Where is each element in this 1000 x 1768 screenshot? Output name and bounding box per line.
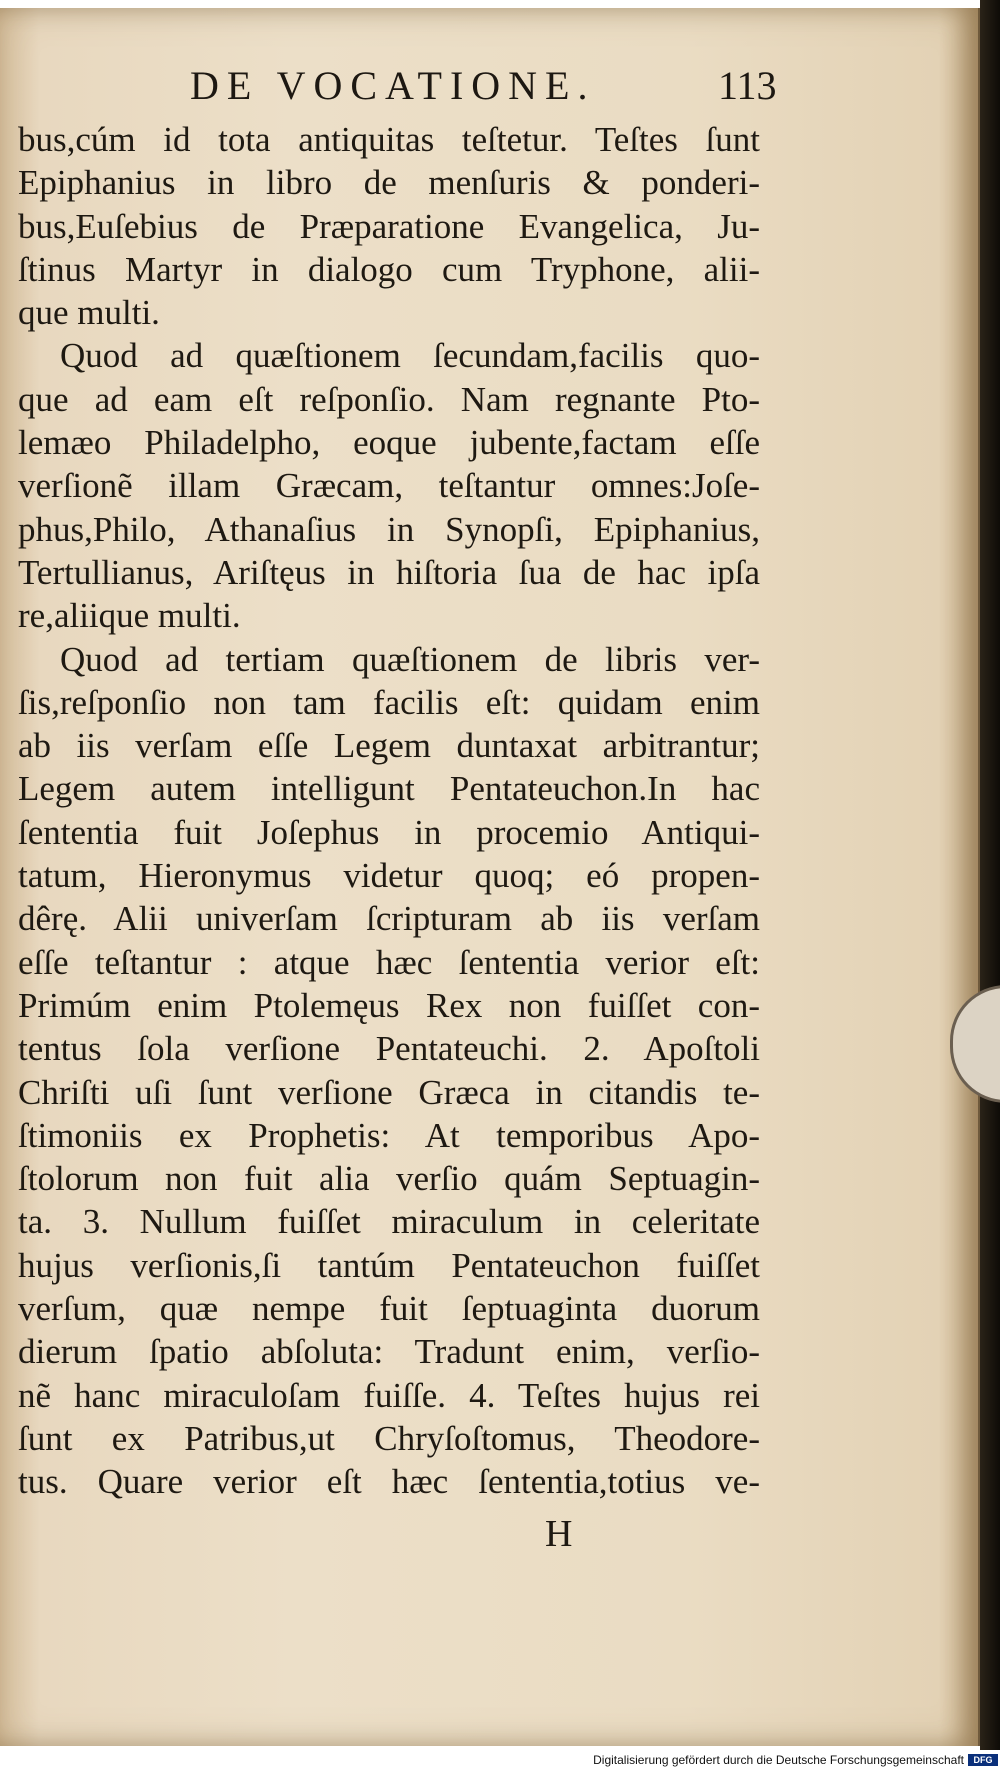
text-line: Legem autem intelligunt Pentateuchon.In hac — [18, 769, 760, 809]
text-line: Tertullianus, Ariſtęus in hiſtoria ſua de hac ipſa — [18, 552, 760, 592]
dfg-logo-icon: DFG — [968, 1754, 998, 1766]
text-line: Epiphanius in libro de menſuris & ponderi- — [18, 163, 760, 203]
text-line: tentus ſola verſione Pentateuchi. 2. Apoſtoli — [18, 1029, 760, 1069]
text-line: re,aliique multi. — [18, 596, 241, 636]
text-line: bus,cúm id tota antiquitas teſtetur. Teſtes ſunt — [18, 120, 760, 159]
signature-mark: H — [545, 1513, 573, 1555]
footer-credit: Digitalisierung gefördert durch die Deutsche Forschungsgemeinschaft — [593, 1753, 964, 1767]
text-line: lemæo Philadelpho, eoque jubente,factam eſſe — [18, 423, 760, 463]
text-line: ſtinus Martyr in dialogo cum Tryphone, alii- — [18, 249, 760, 289]
text-line: ſis,reſponſio non tam facilis eſt: quidam enim — [18, 682, 760, 722]
text-line: verſionẽ illam Græcam, teſtantur omnes:Joſe- — [18, 466, 760, 506]
text-line: que multi. — [18, 293, 160, 333]
text-line: hujus verſionis,ſi tantúm Pentateuchon fuiſſet — [18, 1245, 760, 1285]
page-number: 113 — [718, 63, 777, 108]
text-line: dierum ſpatio abſoluta: Tradunt enim, verſio- — [18, 1332, 760, 1372]
text-line: ſtolorum non fuit alia verſio quám Septuagin- — [18, 1159, 760, 1199]
text-line: tus. Quare verior eſt hæc ſententia,totius ve- — [18, 1462, 760, 1502]
text-line: eſſe teſtantur : atque hæc ſententia verior eſt: — [18, 942, 760, 982]
text-line: bus,Euſebius de Præparatione Evangelica, Ju- — [18, 206, 760, 246]
running-title: DE VOCATIONE. — [190, 63, 596, 108]
text-line: ta. 3. Nullum fuiſſet miraculum in celeritate — [18, 1202, 760, 1242]
text-line: Primúm enim Ptolemęus Rex non fuiſſet con- — [18, 985, 760, 1025]
text-line: ſunt ex Patribus,ut Chryſoſtomus, Theodore- — [18, 1418, 760, 1458]
text-line: Quod ad quæſtionem ſecundam,facilis quo- — [60, 336, 760, 376]
text-line: que ad eam eſt reſponſio. Nam regnante Pto- — [18, 379, 760, 419]
text-line: phus,Philo, Athanaſius in Synopſi, Epiphanius, — [18, 509, 760, 549]
book-edge — [980, 0, 1000, 1750]
text-line: tatum, Hieronymus videtur quoq; eó propen- — [18, 856, 760, 896]
text-line: ſtimoniis ex Prophetis: At temporibus Apo- — [18, 1115, 760, 1155]
text-line: Chriſti uſi ſunt verſione Græca in citandis te- — [18, 1072, 760, 1112]
text-line: Quod ad tertiam quæſtionem de libris ver- — [60, 639, 760, 679]
footer-bar — [0, 1752, 1000, 1768]
text-line: ſententia fuit Joſephus in procemio Antiqui- — [18, 812, 760, 852]
text-line: ab iis verſam eſſe Legem duntaxat arbitrantur; — [18, 726, 760, 766]
text-line: verſum, quæ nempe fuit ſeptuaginta duorum — [18, 1289, 760, 1329]
body-text — [18, 118, 760, 1504]
text-line: nẽ hanc miraculoſam fuiſſe. 4. Teſtes hujus rei — [18, 1375, 760, 1415]
text-line: dêrę. Alii univerſam ſcripturam ab iis verſam — [18, 899, 760, 939]
